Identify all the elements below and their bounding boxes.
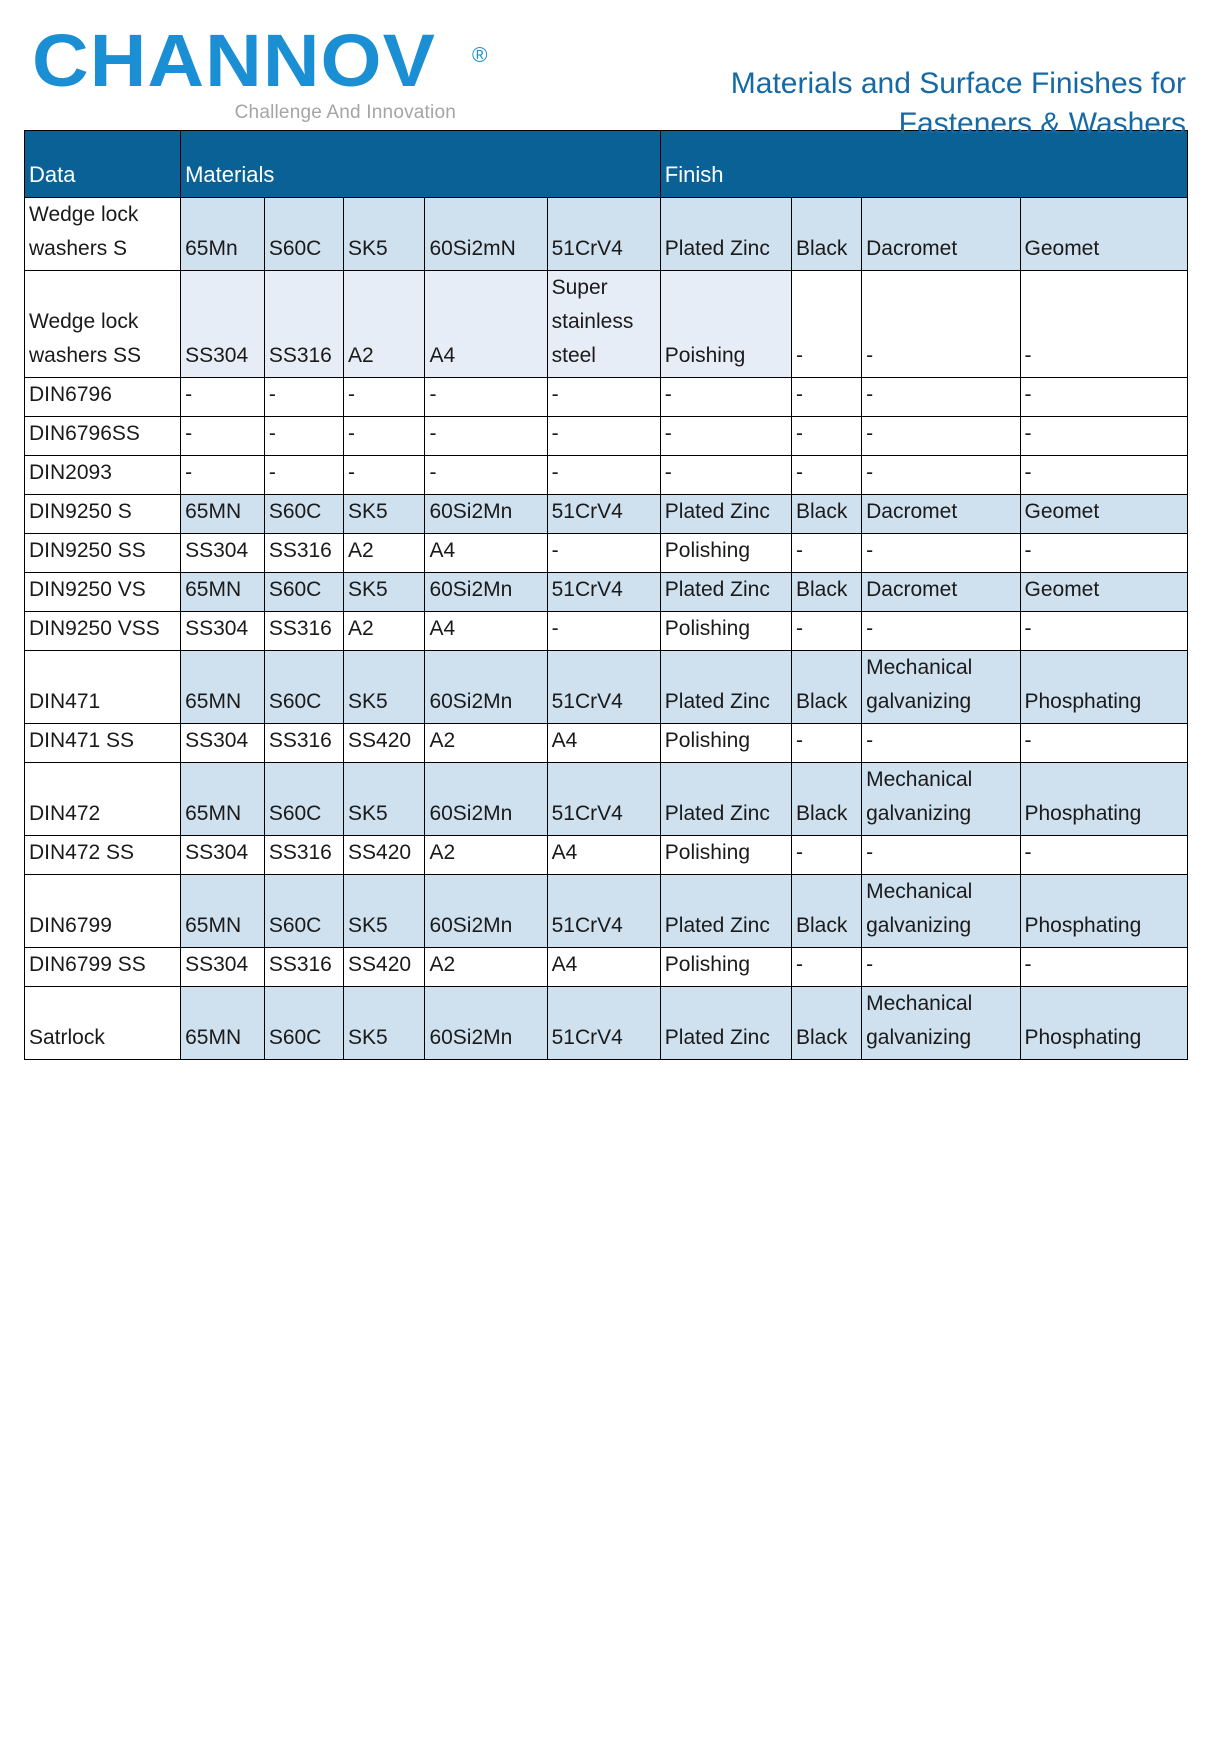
table-cell: -: [264, 378, 343, 417]
table-cell: Black: [792, 987, 862, 1060]
column-group-finish: Finish: [660, 131, 1187, 198]
page-header: [0, 0, 1212, 140]
table-row: [25, 198, 1188, 271]
table-cell: S60C: [264, 875, 343, 948]
table-cell: SS316: [264, 534, 343, 573]
table-cell: -: [547, 378, 660, 417]
table-cell: -: [862, 836, 1020, 875]
table-cell: S60C: [264, 495, 343, 534]
table-cell: Super stainless steel: [547, 271, 660, 378]
table-cell: S60C: [264, 573, 343, 612]
brand-tagline: Challenge And Innovation: [234, 102, 456, 124]
table-cell: -: [1020, 378, 1188, 417]
row-label-cell: DIN9250 SS: [25, 534, 181, 573]
table-cell: SK5: [344, 495, 425, 534]
table-row: [25, 378, 1188, 417]
table-cell: Plated Zinc: [660, 763, 791, 836]
table-cell: S60C: [264, 763, 343, 836]
column-group-materials: Materials: [181, 131, 661, 198]
table-cell: -: [792, 948, 862, 987]
table-cell: Black: [792, 573, 862, 612]
table-cell: Plated Zinc: [660, 573, 791, 612]
table-row: [25, 763, 1188, 836]
table-cell: Phosphating: [1020, 875, 1188, 948]
table-cell: 65MN: [181, 763, 265, 836]
table-cell: -: [181, 378, 265, 417]
table-cell: SS304: [181, 836, 265, 875]
table-cell: SK5: [344, 875, 425, 948]
table-cell: SS316: [264, 836, 343, 875]
table-cell: -: [862, 417, 1020, 456]
table-cell: -: [344, 378, 425, 417]
table-cell: 65MN: [181, 651, 265, 724]
table-cell: -: [862, 948, 1020, 987]
page-title: [566, 26, 1186, 144]
row-label-cell: DIN6796SS: [25, 417, 181, 456]
table-cell: -: [547, 534, 660, 573]
table-cell: Geomet: [1020, 198, 1188, 271]
table-cell: -: [264, 417, 343, 456]
table-cell: SK5: [344, 573, 425, 612]
table-cell: -: [181, 417, 265, 456]
table-row: [25, 417, 1188, 456]
table-cell: Mechanical galvanizing: [862, 763, 1020, 836]
table-cell: -: [862, 534, 1020, 573]
table-cell: S60C: [264, 987, 343, 1060]
table-cell: SS420: [344, 948, 425, 987]
table-cell: A2: [344, 612, 425, 651]
table-cell: Dacromet: [862, 573, 1020, 612]
table-cell: -: [792, 378, 862, 417]
page-title-line-1: Materials and Surface Finishes for: [730, 67, 1186, 100]
table-cell: -: [792, 417, 862, 456]
row-label-cell: DIN9250 VS: [25, 573, 181, 612]
table-row: [25, 948, 1188, 987]
table-cell: A4: [425, 612, 547, 651]
table-cell: -: [1020, 948, 1188, 987]
table-cell: -: [792, 456, 862, 495]
table-row: [25, 836, 1188, 875]
table-row: [25, 456, 1188, 495]
table-cell: 65MN: [181, 987, 265, 1060]
table-cell: 65MN: [181, 573, 265, 612]
table-cell: -: [547, 612, 660, 651]
table-cell: -: [792, 724, 862, 763]
table-cell: 60Si2Mn: [425, 987, 547, 1060]
table-cell: A4: [547, 724, 660, 763]
table-cell: SS316: [264, 948, 343, 987]
table-cell: -: [425, 417, 547, 456]
table-cell: A2: [425, 836, 547, 875]
table-cell: -: [1020, 534, 1188, 573]
page-title-line-2: Fasteners & Washers: [898, 106, 1186, 140]
table-cell: Polishing: [660, 836, 791, 875]
table-cell: Plated Zinc: [660, 651, 791, 724]
table-cell: -: [660, 456, 791, 495]
table-cell: -: [1020, 612, 1188, 651]
row-label-cell: DIN472 SS: [25, 836, 181, 875]
row-label-cell: DIN9250 S: [25, 495, 181, 534]
table-cell: SS304: [181, 612, 265, 651]
table-cell: Poishing: [660, 271, 791, 378]
table-cell: Dacromet: [862, 495, 1020, 534]
table-cell: -: [660, 417, 791, 456]
row-label-cell: DIN9250 VSS: [25, 612, 181, 651]
table-cell: -: [264, 456, 343, 495]
row-label-cell: DIN471: [25, 651, 181, 724]
table-cell: A4: [547, 836, 660, 875]
table-cell: 60Si2mN: [425, 198, 547, 271]
row-label-cell: DIN6799: [25, 875, 181, 948]
table-cell: 60Si2Mn: [425, 495, 547, 534]
table-cell: A2: [425, 948, 547, 987]
table-row: [25, 271, 1188, 378]
table-cell: SS304: [181, 534, 265, 573]
row-label-cell: DIN471 SS: [25, 724, 181, 763]
table-row: [25, 724, 1188, 763]
table-cell: -: [425, 378, 547, 417]
row-label-cell: Satrlock: [25, 987, 181, 1060]
table-row: [25, 987, 1188, 1060]
table-cell: -: [1020, 271, 1188, 378]
table-cell: -: [547, 417, 660, 456]
table-cell: -: [1020, 724, 1188, 763]
table-cell: Mechanical galvanizing: [862, 875, 1020, 948]
table-cell: -: [1020, 417, 1188, 456]
table-cell: 65MN: [181, 875, 265, 948]
table-cell: Plated Zinc: [660, 987, 791, 1060]
row-label-cell: DIN2093: [25, 456, 181, 495]
table-cell: -: [862, 724, 1020, 763]
table-row: [25, 651, 1188, 724]
table-cell: Phosphating: [1020, 763, 1188, 836]
table-cell: -: [792, 271, 862, 378]
table-cell: -: [547, 456, 660, 495]
table-cell: Dacromet: [862, 198, 1020, 271]
table-row: [25, 495, 1188, 534]
table-cell: Geomet: [1020, 573, 1188, 612]
table-cell: A4: [547, 948, 660, 987]
table-cell: A4: [425, 271, 547, 378]
table-row: [25, 573, 1188, 612]
table-cell: 51CrV4: [547, 763, 660, 836]
table-cell: Mechanical galvanizing: [862, 987, 1020, 1060]
table-cell: SS420: [344, 836, 425, 875]
table-cell: Black: [792, 198, 862, 271]
row-label-cell: DIN472: [25, 763, 181, 836]
registered-trademark-icon: ®: [472, 44, 488, 67]
table-cell: -: [862, 271, 1020, 378]
table-cell: -: [344, 417, 425, 456]
table-cell: 60Si2Mn: [425, 875, 547, 948]
table-cell: SK5: [344, 198, 425, 271]
row-label-cell: DIN6796: [25, 378, 181, 417]
table-cell: 60Si2Mn: [425, 651, 547, 724]
table-cell: Polishing: [660, 724, 791, 763]
table-cell: Polishing: [660, 948, 791, 987]
table-cell: Mechanical galvanizing: [862, 651, 1020, 724]
table-cell: S60C: [264, 651, 343, 724]
table-cell: 51CrV4: [547, 198, 660, 271]
table-cell: Phosphating: [1020, 987, 1188, 1060]
table-row: [25, 612, 1188, 651]
table-cell: A2: [344, 271, 425, 378]
row-label-cell: Wedge lock washers S: [25, 198, 181, 271]
row-label-cell: DIN6799 SS: [25, 948, 181, 987]
table-cell: SS304: [181, 724, 265, 763]
table-row: [25, 875, 1188, 948]
brand-logo: [26, 19, 546, 124]
table-cell: SS304: [181, 271, 265, 378]
table-cell: -: [792, 612, 862, 651]
table-cell: SS316: [264, 271, 343, 378]
table-cell: -: [181, 456, 265, 495]
table-cell: 60Si2Mn: [425, 763, 547, 836]
table-cell: SK5: [344, 651, 425, 724]
table-cell: S60C: [264, 198, 343, 271]
table-cell: A4: [425, 534, 547, 573]
table-cell: SS316: [264, 612, 343, 651]
table-cell: A2: [425, 724, 547, 763]
table-cell: -: [862, 612, 1020, 651]
table-container: [0, 130, 1212, 1060]
row-label-cell: Wedge lock washers SS: [25, 271, 181, 378]
table-cell: Plated Zinc: [660, 875, 791, 948]
table-cell: Polishing: [660, 612, 791, 651]
table-cell: -: [1020, 836, 1188, 875]
table-cell: -: [425, 456, 547, 495]
table-cell: -: [792, 836, 862, 875]
table-cell: Black: [792, 875, 862, 948]
table-cell: 51CrV4: [547, 987, 660, 1060]
brand-wordmark: CHANNOV: [32, 19, 436, 102]
table-cell: 51CrV4: [547, 651, 660, 724]
table-cell: -: [862, 456, 1020, 495]
table-cell: SK5: [344, 987, 425, 1060]
table-cell: 51CrV4: [547, 573, 660, 612]
materials-finishes-table: [24, 130, 1188, 1060]
table-cell: Polishing: [660, 534, 791, 573]
table-cell: Phosphating: [1020, 651, 1188, 724]
table-cell: Plated Zinc: [660, 198, 791, 271]
table-cell: -: [660, 378, 791, 417]
table-cell: 65MN: [181, 495, 265, 534]
table-cell: 65Mn: [181, 198, 265, 271]
table-cell: SS420: [344, 724, 425, 763]
table-cell: Plated Zinc: [660, 495, 791, 534]
column-group-data: Data: [25, 131, 181, 198]
table-cell: -: [1020, 456, 1188, 495]
table-cell: SK5: [344, 763, 425, 836]
table-cell: -: [344, 456, 425, 495]
table-cell: SS304: [181, 948, 265, 987]
table-cell: 51CrV4: [547, 495, 660, 534]
table-cell: Black: [792, 763, 862, 836]
table-cell: SS316: [264, 724, 343, 763]
table-row: [25, 534, 1188, 573]
table-cell: A2: [344, 534, 425, 573]
table-body: [25, 198, 1188, 1060]
table-cell: -: [862, 378, 1020, 417]
table-cell: Black: [792, 651, 862, 724]
table-cell: Geomet: [1020, 495, 1188, 534]
table-cell: 51CrV4: [547, 875, 660, 948]
table-cell: -: [792, 534, 862, 573]
table-cell: 60Si2Mn: [425, 573, 547, 612]
table-cell: Black: [792, 495, 862, 534]
